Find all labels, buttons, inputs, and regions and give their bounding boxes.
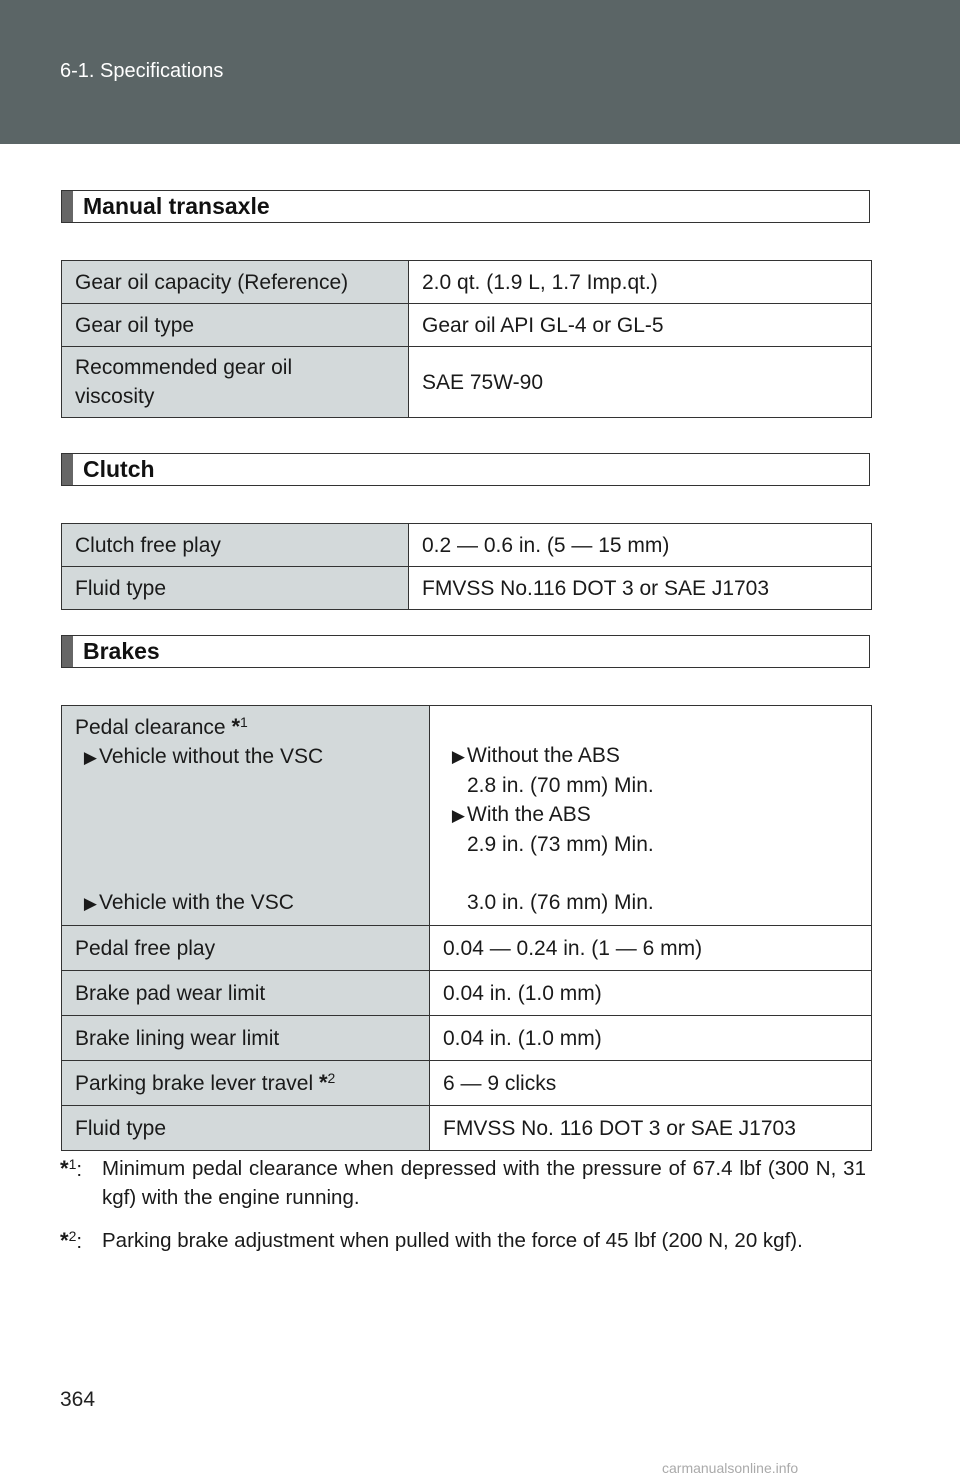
- spec-key: Fluid type: [62, 1106, 430, 1151]
- spec-key: [62, 706, 430, 926]
- spec-value: 0.04 — 0.24 in. (1 — 6 mm): [430, 926, 872, 971]
- section-heading-brakes: [61, 635, 870, 668]
- clutch-table: [61, 523, 872, 610]
- section-title: Clutch: [83, 456, 155, 482]
- footnote-ref: [60, 1226, 82, 1256]
- section-heading-clutch: [61, 453, 870, 486]
- table-row: [62, 971, 872, 1016]
- spec-key-text: Parking brake lever travel: [75, 1072, 319, 1095]
- spec-value: [430, 706, 872, 926]
- table-row: [62, 304, 872, 347]
- footnote-text: Parking brake adjustment when pulled with the force of 45 lbf (200 N, 20 kgf).: [102, 1229, 803, 1252]
- spec-value: 0.04 in. (1.0 mm): [430, 1016, 872, 1061]
- breadcrumb: 6-1. Specifications: [60, 60, 224, 82]
- right-triangle-icon: ▶: [451, 806, 465, 825]
- note-number: 2: [327, 1070, 336, 1086]
- section-heading-manual-transaxle: [61, 190, 870, 223]
- table-row: [62, 347, 872, 418]
- vsc-without-label: Vehicle without the VSC: [99, 745, 324, 768]
- page-header: [0, 0, 960, 144]
- table-row: [62, 567, 872, 610]
- spec-key: Pedal free play: [62, 926, 430, 971]
- right-triangle-icon: ▶: [83, 894, 97, 913]
- watermark: carmanualsonline.info: [662, 1460, 799, 1476]
- footnote-text: Minimum pedal clearance when depressed with the pressure of 67.4 lbf (300 N, 31 kgf) with the engine running.: [102, 1157, 866, 1209]
- table-row: [62, 1061, 872, 1106]
- section-title: Brakes: [83, 638, 160, 664]
- footnote-1: [60, 1154, 866, 1212]
- note-marker: *: [318, 1070, 328, 1095]
- table-row: [62, 926, 872, 971]
- spec-key: Gear oil type: [62, 304, 409, 347]
- table-row: [62, 524, 872, 567]
- note-separator: :: [76, 1230, 83, 1253]
- section-title: Manual transaxle: [83, 193, 270, 219]
- spec-value: Gear oil API GL-4 or GL-5: [409, 304, 872, 347]
- table-row: [62, 1016, 872, 1061]
- section-stripe: [62, 636, 73, 667]
- vsc-with-label: Vehicle with the VSC: [99, 891, 294, 914]
- spec-key: Brake pad wear limit: [62, 971, 430, 1016]
- page-number: 364: [60, 1388, 96, 1411]
- section-stripe: [62, 191, 73, 222]
- spec-value: FMVSS No. 116 DOT 3 or SAE J1703: [430, 1106, 872, 1151]
- spec-key: Fluid type: [62, 567, 409, 610]
- abs-with-label: With the ABS: [467, 803, 591, 826]
- manual-transaxle-table: [61, 260, 872, 418]
- abs-with-value: 2.9 in. (73 mm) Min.: [467, 833, 654, 856]
- note-marker: *: [231, 714, 240, 739]
- section-stripe: [62, 454, 73, 485]
- right-triangle-icon: ▶: [83, 748, 97, 767]
- spec-key: [62, 347, 409, 418]
- note-marker: *: [60, 1228, 69, 1253]
- note-number: 1: [68, 1156, 77, 1172]
- spec-value: SAE 75W-90: [409, 347, 872, 418]
- spec-value: FMVSS No.116 DOT 3 or SAE J1703: [409, 567, 872, 610]
- spec-value: 0.04 in. (1.0 mm): [430, 971, 872, 1016]
- vsc-value: 3.0 in. (76 mm) Min.: [467, 891, 654, 914]
- spec-value: 0.2 — 0.6 in. (5 — 15 mm): [409, 524, 872, 567]
- right-triangle-icon: ▶: [451, 747, 465, 766]
- footnote-2: [60, 1226, 866, 1255]
- brakes-table: [61, 705, 872, 1151]
- spec-key: Brake lining wear limit: [62, 1016, 430, 1061]
- spec-key-line: Recommended gear oil: [75, 356, 293, 379]
- table-row: [62, 261, 872, 304]
- pedal-clearance-label: Pedal clearance: [75, 716, 232, 739]
- spec-value: 6 — 9 clicks: [430, 1061, 872, 1106]
- note-number: 1: [240, 714, 248, 730]
- spec-key: Gear oil capacity (Reference): [62, 261, 409, 304]
- abs-without-label: Without the ABS: [467, 744, 620, 767]
- note-marker: *: [60, 1156, 69, 1181]
- spec-key-line: viscosity: [75, 385, 155, 408]
- spec-key: Clutch free play: [62, 524, 409, 567]
- note-separator: :: [76, 1158, 83, 1181]
- table-row: [62, 1106, 872, 1151]
- abs-without-value: 2.8 in. (70 mm) Min.: [467, 774, 654, 797]
- table-row: [62, 706, 872, 926]
- spec-value: 2.0 qt. (1.9 L, 1.7 Imp.qt.): [409, 261, 872, 304]
- footnote-ref: [60, 1154, 82, 1184]
- spec-key: [62, 1061, 430, 1106]
- note-number: 2: [68, 1228, 77, 1244]
